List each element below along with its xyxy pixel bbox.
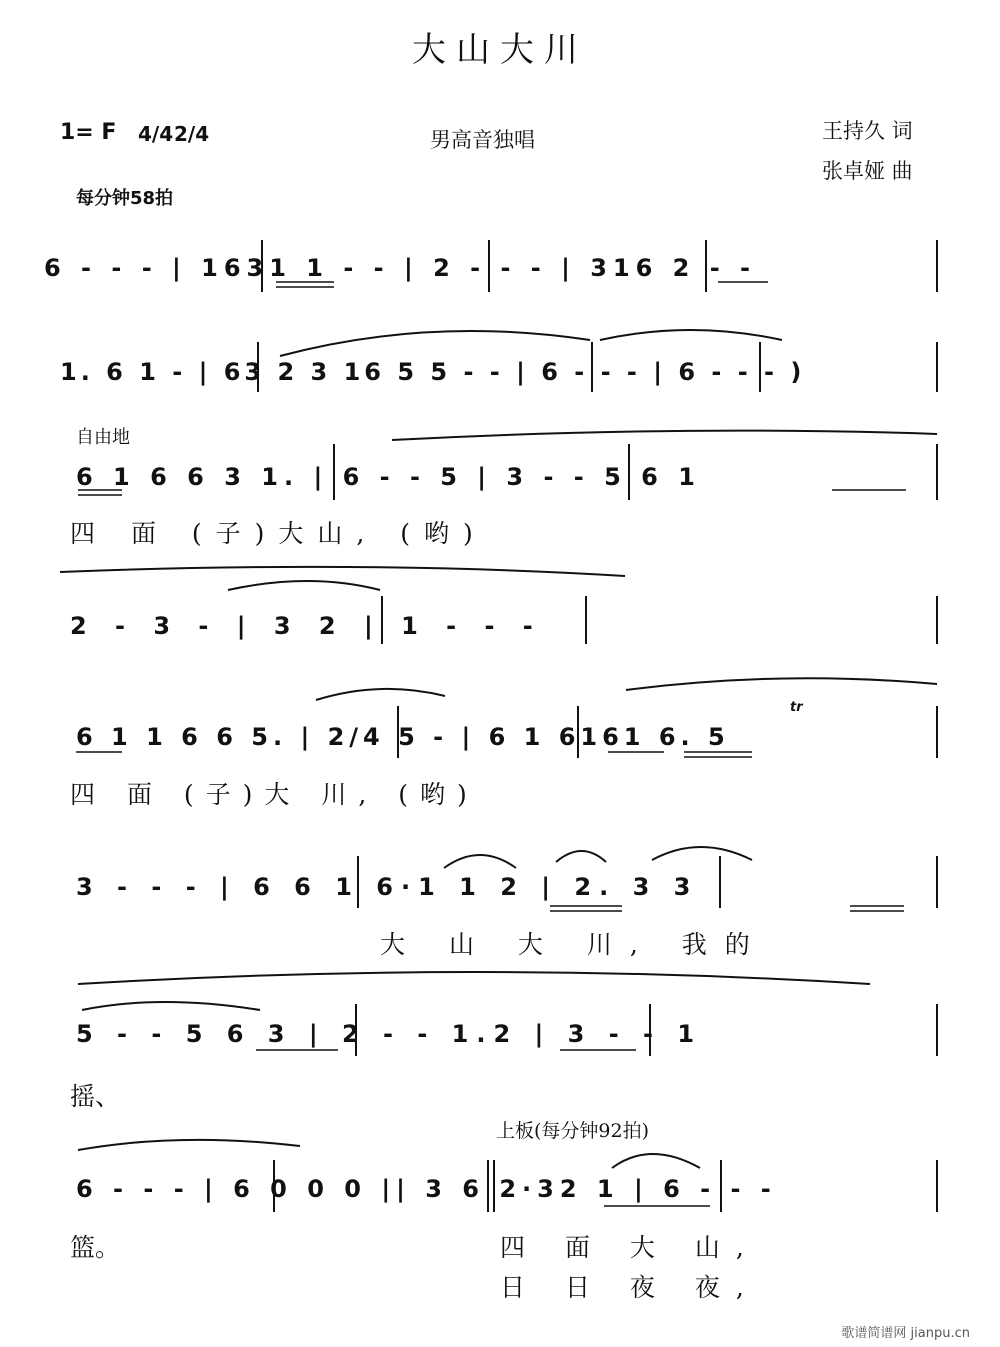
- time-signature-2: 2/4: [174, 122, 210, 146]
- row-4-notes: 2 - 3 - | 3 2 | 1 - - -: [70, 612, 543, 640]
- lyricist-credit: 王持久 词: [822, 119, 913, 143]
- row-5-notes: 6 1 1 6 6 5. | 2/4 5 - | 6 1 6161 6. 5: [76, 723, 730, 751]
- row-5-lyrics: 四 面 (子)大 川, (哟): [70, 780, 479, 809]
- row-8-notes: 6 - - - | 6 0 0 0 || 3 6 2·32 1 | 6 - - -: [76, 1175, 777, 1203]
- row-1-notes: 6 - - - | 1631 1 - - | 2 - - - | 316 2 - -: [44, 254, 756, 282]
- watermark: 歌谱简谱网 jianpu.cn: [841, 1326, 970, 1341]
- row-7-lyrics: 摇、: [70, 1082, 121, 1111]
- row-3-marking: 自由地: [76, 427, 130, 448]
- performance-note: 男高音独唱: [430, 128, 535, 152]
- time-signature-1: 4/4: [138, 122, 174, 146]
- row-3-notes: 6 1 6 6 3 1. | 6 - - 5 | 3 - - 5 6 1: [76, 463, 701, 491]
- row-6-lyrics: 大 山 大 川, 我的: [380, 930, 768, 959]
- row-7-notes: 5 - - 5 6 3 | 2 - - 1.2 | 3 - - 1: [76, 1020, 703, 1048]
- row-3-lyrics: 四 面 (子)大山, (哟): [70, 519, 487, 548]
- trill-mark: tr: [790, 700, 803, 715]
- row-8-lyrics: 篮。: [70, 1233, 121, 1262]
- row-8-marking: 上板(每分钟92拍): [496, 1120, 650, 1142]
- composer-credit: 张卓娅 曲: [822, 159, 913, 183]
- tempo-marking: 每分钟58拍: [76, 188, 174, 209]
- row-8-lyrics-verse-1: 四 面 大 山,: [500, 1233, 760, 1262]
- row-2-notes: 1. 6 1 - | 63 2 3 16 5 5 - - | 6 - - - | 6 - - - ): [60, 358, 806, 386]
- row-6-notes: 3 - - - | 6 6 1 6·1 1 2 | 2. 3 3: [76, 873, 699, 901]
- key-signature: 1= F: [60, 120, 117, 145]
- song-title: 大山大川: [412, 30, 588, 70]
- row-8-lyrics-verse-2: 日 日 夜 夜,: [500, 1273, 760, 1302]
